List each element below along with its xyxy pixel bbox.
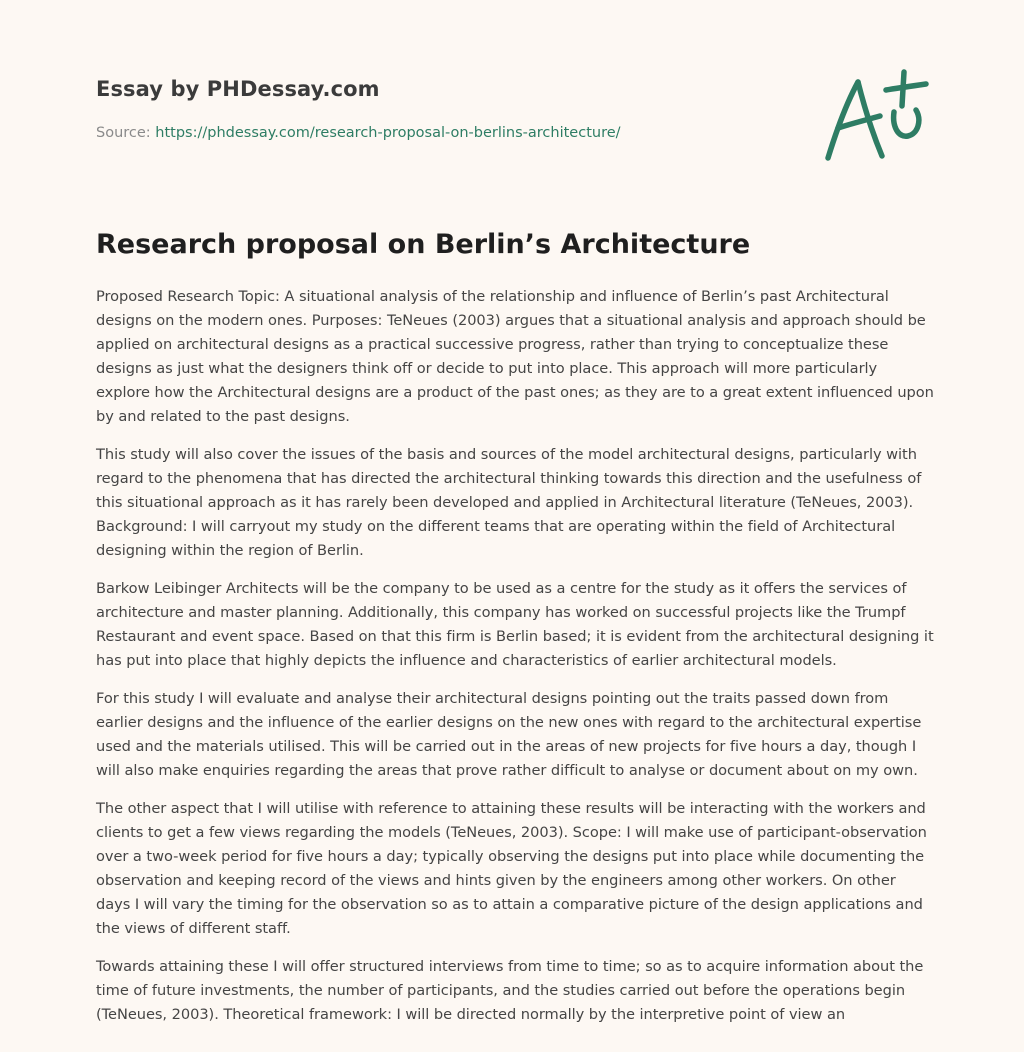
page-header bbox=[96, 74, 796, 144]
essay-paragraph: Barkow Leibinger Architects will be the company to be used as a centre for the study as it offers the services of architecture and master planning. Additionally, this company has worked on successful projects like the Trumpf Restaurant and event space. Based on that this firm is Berlin based; it is evident from the architectural designing it has put into place that highly depicts the influence and characteristics of earlier architectural models. bbox=[96, 580, 934, 669]
site-title: Essay by PHDessay.com bbox=[96, 77, 380, 101]
essay-paragraph: This study will also cover the issues of the basis and sources of the model architectural designs, particularly with regard to the phenomena that has directed the architectural thinking towards this direction and the usefulness of this situational approach as it has rarely been developed and applied in Architectural literature (TeNeues, 2003). Background: I will carryout my study on the different teams that are operating within the field of Architectural designing within the region of Berlin. bbox=[96, 446, 922, 559]
source-link[interactable]: https://phdessay.com/research-proposal-on-berlins-architecture/ bbox=[155, 125, 621, 141]
essay-body bbox=[96, 285, 934, 1041]
essay-paragraph: For this study I will evaluate and analyse their architectural designs pointing out the traits passed down from earlier designs and the influence of the earlier designs on the new ones with regard to the architectural expertise used and the materials utilised. This will be carried out in the areas of new projects for five hours a day, though I will also make enquiries regarding the areas that prove rather difficult to analyse or document about on my own. bbox=[96, 690, 922, 779]
essay-paragraph: Proposed Research Topic: A situational analysis of the relationship and influence of Berlin’s past Architectural designs on the modern ones. Purposes: TeNeues (2003) argues that a situational analysis and approach should be applied on architectural designs as a practical successive progress, rather than trying to conceptualize these designs as just what the designers think off or decide to put into place. This approach will more particularly explore how the Architectural designs are a product of the past ones; as they are to a great extent influenced upon by and related to the past designs. bbox=[96, 288, 934, 425]
essay-title: Research proposal on Berlin’s Architecture bbox=[96, 229, 751, 260]
essay-paragraph: The other aspect that I will utilise with reference to attaining these results will be interacting with the workers and clients to get a few views regarding the models (TeNeues, 2003). Scope: I will make use of participant-observation over a two-week period for five hours a day; typically observing the designs put into place while documenting the observation and keeping record of the views and hints given by the engineers among other workers. On other days I will vary the timing for the observation so as to attain a comparative picture of the design applications and the views of different staff. bbox=[96, 800, 927, 937]
source-line bbox=[96, 122, 796, 144]
source-label: Source: bbox=[96, 125, 151, 141]
a-plus-grade-icon bbox=[822, 66, 932, 166]
essay-paragraph: Towards attaining these I will offer structured interviews from time to time; so as to acquire information about the time of future investments, the number of participants, and the studies carried out before the operations begin (TeNeues, 2003). Theoretical framework: I will be directed normally by the interpretive point of view an bbox=[96, 958, 924, 1023]
